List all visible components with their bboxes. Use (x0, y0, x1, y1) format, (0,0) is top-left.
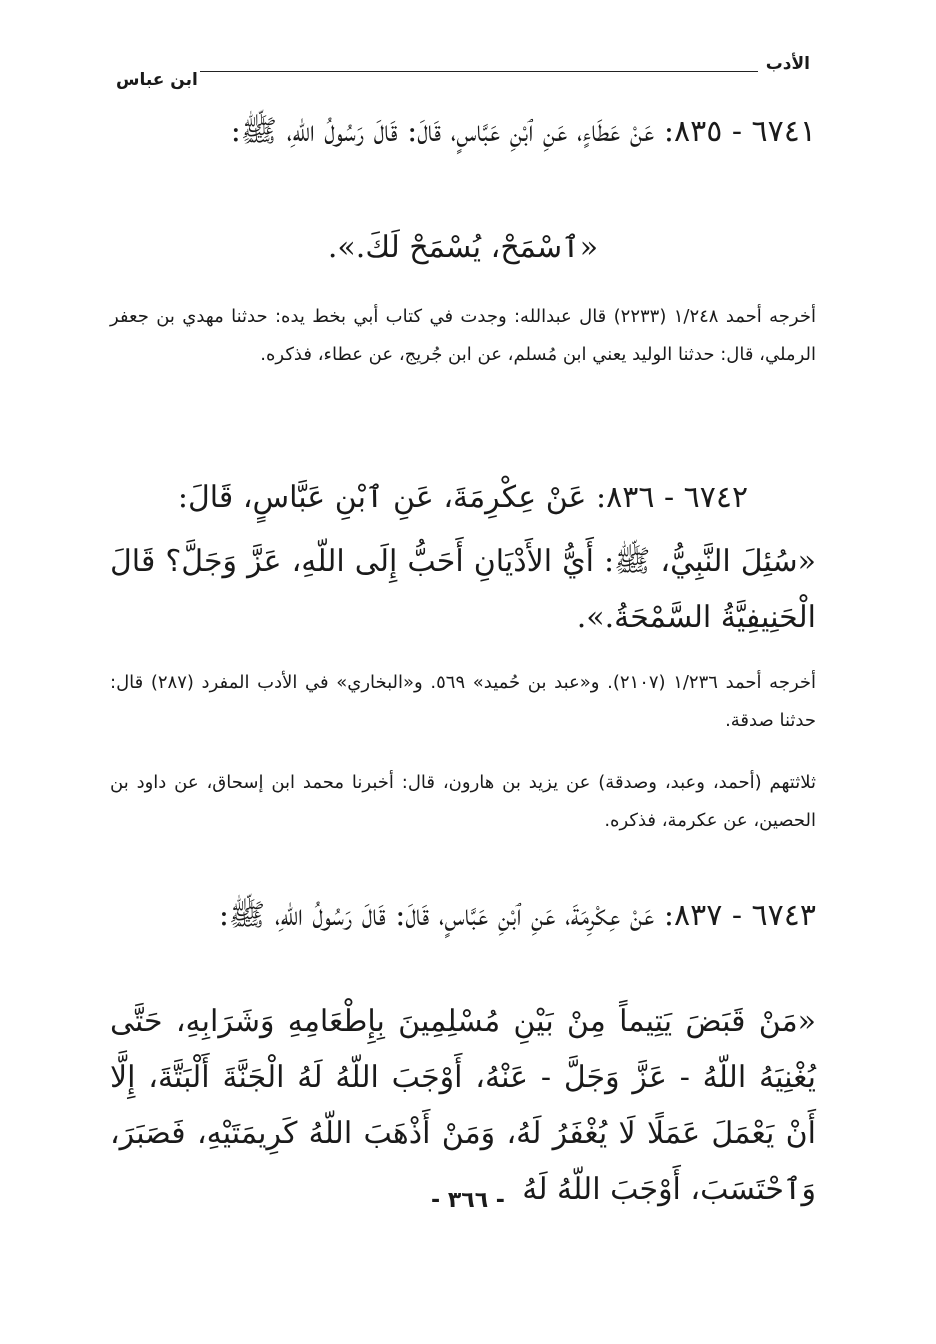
hadith-6742-text: «سُئِلَ النَّبِيُّ، ﷺ: أَيُّ الأَدْيَانِ أَحَبُّ إِلَى اللّهِ، عَزَّ وَجَلَّ؟ قَالَ الْحَنِيفِيَّةُ السَّمْحَةُ.». (110, 544, 816, 635)
hadith-6742-note-2: ثلاثتهم (أحمد، وعبد، وصدقة) عن يزيد بن هارون، قال: أخبرنا محمد ابن إسحاق، عن داود بن الحصين، عن عكرمة، فذكره. (110, 772, 816, 831)
header-rule (200, 71, 758, 72)
hadith-6743-title: ٦٧٤٣ - ٨٣٧: عَنْ عِكْرِمَةَ، عَنِ ٱبْنِ عَبَّاسٍ، قَالَ: قَالَ رَسُولُ اللّهِ، ﷺ: (218, 898, 816, 933)
hadith-6741-title: ٦٧٤١ - ٨٣٥: عَنْ عَطَاءٍ، عَنِ ٱبْنِ عَبَّاسٍ، قَالَ: قَالَ رَسُولُ اللّهِ، ﷺ: (230, 114, 816, 149)
hadith-6742-title: ٦٧٤٢ - ٨٣٦: عَنْ عِكْرِمَةَ، عَنِ ٱبْنِ عَبَّاسٍ، قَالَ: (177, 480, 749, 515)
narrator-title: ابن عباس (116, 70, 198, 90)
running-header (116, 54, 810, 94)
hadith-6741-text: «ٱسْمَحْ، يُسْمَحْ لَكَ.». (327, 230, 599, 265)
chapter-title: الأدب (765, 54, 810, 74)
page-number: - ٣٦٦ - (431, 1188, 505, 1213)
hadith-6741-note: أخرجه أحمد ١/٢٤٨ (٢٢٣٣) قال عبدالله: وجدت في كتاب أبي بخط يده: حدثنا مهدي بن جعفر الرملي، قال: حدثنا الوليد يعني ابن مُسلم، عن ابن جُريج، عن عطاء، فذكره. (110, 306, 816, 365)
hadith-6742-note-1: أخرجه أحمد ١/٢٣٦ (٢١٠٧). و«عبد بن حُميد» ٥٦٩. و«البخاري» في الأدب المفرد (٢٨٧) قال: حدثنا صدقة. (110, 672, 817, 731)
hadith-6743-text: «مَنْ قَبَضَ يَتِيماً مِنْ بَيْنِ مُسْلِمِينَ بِإِطْعَامِهِ وَشَرَابِهِ، حَتَّى يُغْنِيَهُ اللّهُ - عَزَّ وَجَلَّ - عَنْهُ، أَوْجَبَ اللّهُ لَهُ الْجَنَّةَ أَلْبَتَّةَ، إِلَّا أَنْ يَعْمَلَ عَمَلًا لَا يُغْفَرُ لَهُ، وَمَنْ أَذْهَبَ اللّهُ كَرِيمَتَيْهِ، فَصَبَرَ، وَٱحْتَسَبَ، أَوْجَبَ اللّهُ لَهُ (110, 1004, 816, 1207)
